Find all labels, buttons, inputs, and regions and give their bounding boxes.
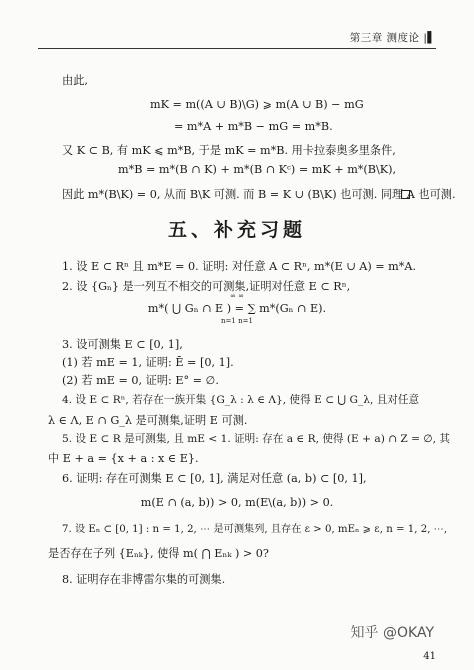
exercise-3: 3. 设可测集 E ⊂ [0, 1], xyxy=(62,338,183,351)
equation-line: m*B = m*(B ∩ K) + m*(B ∩ Kᶜ) = mK + m*(B\K), xyxy=(118,163,397,176)
page-number: 41 xyxy=(423,651,436,662)
equation-line: = m*A + m*B − mG = m*B. xyxy=(174,120,333,133)
exercise-7b: 是否存在子列 {Eₙₖ}, 使得 m( ⋂ Eₙₖ ) > 0? xyxy=(48,547,269,560)
text-line: 又 K ⊂ B, 有 mK ⩽ m*B, 于是 mK = m*B. 用卡拉泰奥多里条件, xyxy=(62,144,396,157)
qed-box-icon xyxy=(401,190,410,199)
exercise-3b: (2) 若 mE = 0, 证明: E° = ∅. xyxy=(62,374,219,387)
formula-sup: ∞ ∞ xyxy=(230,292,244,300)
exercise-4b: λ ∈ Λ, E ∩ G_λ 是可测集,证明 E 可测. xyxy=(48,414,248,427)
exercise-8: 8. 证明存在非博雷尔集的可测集. xyxy=(62,573,226,586)
exercise-6: 6. 证明: 存在可测集 E ⊂ [0, 1], 满足对任意 (a, b) ⊂ [0, 1], xyxy=(62,472,367,485)
equation-line: mK = m((A ∪ B)\G) ⩾ m(A ∪ B) − mG xyxy=(150,98,364,111)
text-line: 因此 m*(B\K) = 0, 从而 B\K 可测. 而 B = K ∪ (B\K) 也可测. 同理 A 也可测. xyxy=(62,188,456,201)
exercise-4: 4. 设 E ⊂ Rⁿ, 若存在一族开集 {G_λ : λ ∈ Λ}, 使得 E ⊂ ⋃ G_λ, 且对任意 xyxy=(62,394,420,406)
exercise-2: 2. 设 {Gₙ} 是一列互不相交的可测集,证明对任意 E ⊂ Rⁿ, xyxy=(62,280,351,293)
formula-6: m(E ∩ (a, b)) > 0, m(E\(a, b)) > 0. xyxy=(140,496,334,509)
exercise-5b: 中 E + a = {x + a : x ∈ E}. xyxy=(48,452,199,465)
exercise-1: 1. 设 E ⊂ Rⁿ 且 m*E = 0. 证明: 对任意 A ⊂ Rⁿ, m*(E ∪ A) = m*A. xyxy=(62,260,417,273)
exercise-7: 7. 设 Eₙ ⊂ [0, 1] : n = 1, 2, ⋯ 是可测集列, 且存在 ε > 0, mEₙ ⩾ ε, n = 1, 2, ⋯, xyxy=(62,524,448,535)
section-title: 五、补充习题 xyxy=(167,219,306,241)
watermark: 知乎 @OKAY xyxy=(350,625,434,641)
exercise-3a: (1) 若 mE = 1, 证明: Ē = [0, 1]. xyxy=(62,356,234,369)
exercise-5: 5. 设 E ⊂ R 是可测集, 且 mE < 1. 证明: 存在 a ∈ R, 使得 (E + a) ∩ Z = ∅, 其 xyxy=(62,433,450,445)
formula-sub: n=1 n=1 xyxy=(221,317,253,325)
formula-2: m*( ⋃ Gₙ ∩ E ) = ∑ m*(Gₙ ∩ E). xyxy=(147,302,327,315)
chapter-header: 第三章 测度论 |▌ xyxy=(349,32,436,44)
header-rule xyxy=(38,48,436,49)
text-line: 由此, xyxy=(62,74,88,87)
